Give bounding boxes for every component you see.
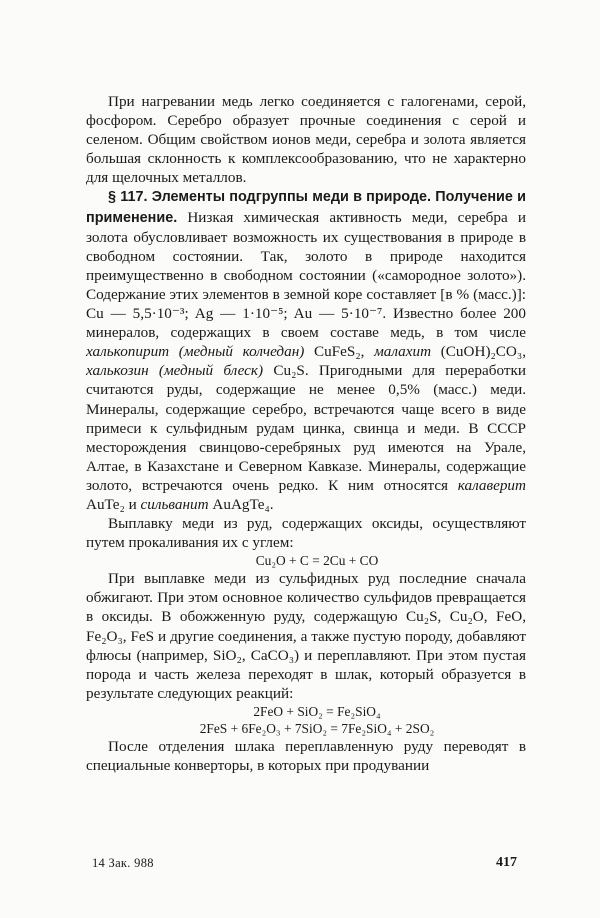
- paragraph-halogens: При нагревании медь легко соединяется с галогенами, серой, фосфором. Серебро образует прочные соединения с серой и селеном. Общим свойством ионов меди, серебра и золота является большая склонность к комплексообразованию, что не характерно для щелочных металлов.: [86, 93, 526, 187]
- printer-signature: 14 Зак. 988: [92, 856, 154, 870]
- paragraph-section-117: § 117. Элементы подгруппы меди в природе. Получение и применение. Низкая химическая активность меди, серебра и золота обусловливает возможность их существования в природе в свободном состоянии. Так, золото в природе находится преимущественно в свободном состоянии («самородное золото»). Содержание этих элементов в земной коре составляет [в % (масс.)]: Cu — 5,5·10⁻³; Ag — 1·10⁻⁵; Au — 5·10⁻⁷. Известно более 200 минералов, содержащих в своем составе медь, в том числе халькопирит (медный колчедан) CuFeS₂, малахит (CuOH)₂CO₃, халькозин (медный блеск) Cu₂S. Пригодными для переработки считаются руды, содержащие не менее 0,5% (масс.) меди. Минералы, содержащие серебро, встречаются чаще всего в виде примеси к сульфидным рудам цинка, свинца и меди. В СССР месторождения свинцово-серебряных руд имеются на Урале, Алтае, в Казахстане и Северном Кавказе. Минералы, содержащие золото, встречаются очень редко. К ним относятся калаверит AuTe₂ и сильванит AuAgTe₄.: [86, 189, 526, 513]
- page-text: [86, 92, 526, 775]
- page-number: 417: [496, 855, 517, 870]
- formula-cu2o-reduction: Cu₂O + C = 2Cu + CO: [255, 553, 379, 569]
- paragraph-oxide-smelting: Выплавку меди из руд, содержащих оксиды, осуществляют путем прокаливания их с углем:: [86, 515, 526, 552]
- paragraph-converter: После отделения шлака переплавленную руду переводят в специальные конверторы, в которых при продувании: [86, 737, 526, 774]
- section-heading: § 117. Элементы подгруппы меди в природе. Получение и применение.: [86, 189, 526, 226]
- formula-slag-2: 2FeS + 6Fe₂O₃ + 7SiO₂ = 7Fe₂SiO₄ + 2SO₂: [199, 720, 435, 736]
- paragraph-sulfide-smelting: При выплавке меди из сульфидных руд последние сначала обжигают. При этом основное количество сульфидов превращается в оксиды. В обожженную руду, содержащую Cu₂S, Cu₂O, FeO, Fe₂O₃, FeS и другие соединения, а также пустую породу, добавляют флюсы (например, SiO₂, CaCO₃) и переплавляют. При этом пустая порода и часть железа переходят в шлак, который образуется в результате следующих реакций:: [86, 570, 526, 702]
- formula-slag-1: 2FeO + SiO₂ = Fe₂SiO₄: [253, 703, 381, 719]
